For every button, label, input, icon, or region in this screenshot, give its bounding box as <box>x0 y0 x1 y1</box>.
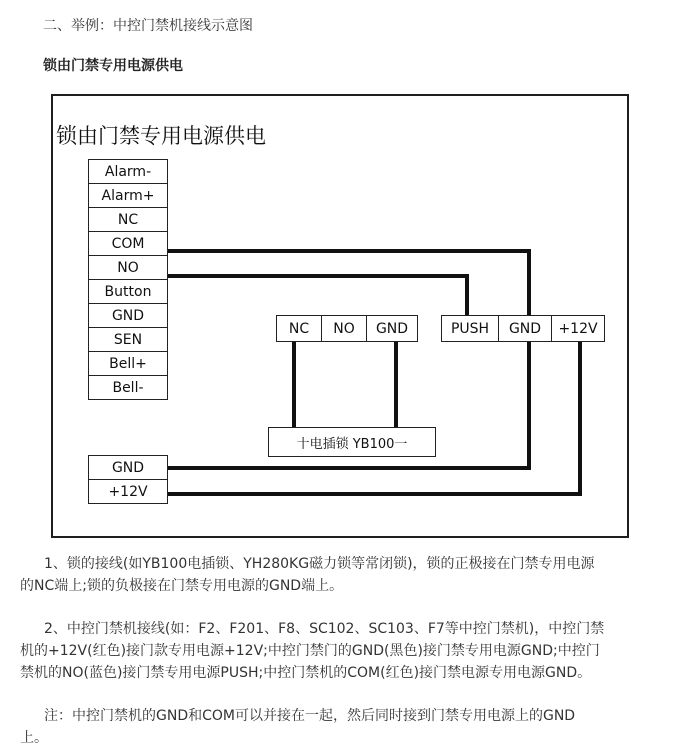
psu-terminal-block <box>441 315 605 342</box>
terminal-alarm-plus: Alarm+ <box>88 183 168 208</box>
paragraph-line: 禁机的NO(蓝色)接门禁专用电源PUSH;中控门禁机的COM(红色)接门禁电源专用电源GND。 <box>20 665 592 681</box>
terminal-bell-minus: Bell- <box>88 375 168 400</box>
psu-terminal-gnd: GND <box>498 315 552 342</box>
diagram-title: 锁由门禁专用电源供电 <box>56 124 266 148</box>
terminal-power-12v: +12V <box>88 479 168 504</box>
terminal-sen: SEN <box>88 327 168 352</box>
section-heading: 二、举例：中控门禁机接线示意图 <box>43 18 253 34</box>
terminal-alarm-minus: Alarm- <box>88 159 168 184</box>
psu-terminal-12v: +12V <box>551 315 605 342</box>
wire-no-to-push <box>166 276 467 315</box>
terminal-com: COM <box>88 231 168 256</box>
psu-terminal-push: PUSH <box>441 315 499 342</box>
diagram-subheading: 锁由门禁专用电源供电 <box>43 58 183 74</box>
terminal-power-gnd: GND <box>88 455 168 480</box>
lock-terminal-nc: NC <box>276 315 322 342</box>
wire-power-12v <box>166 342 580 494</box>
paragraph-lock-wiring <box>20 553 668 597</box>
terminal-nc: NC <box>88 207 168 232</box>
terminal-gnd: GND <box>88 303 168 328</box>
paragraph-line: 上。 <box>20 730 48 746</box>
paragraph-line: 1、锁的接线(如YB100电插锁、YH280KG磁力锁等常闭锁)，锁的正极接在门禁专用电源 <box>44 556 595 572</box>
lock-terminal-gnd: GND <box>366 315 418 342</box>
controller-terminal-block <box>88 159 168 400</box>
paragraph-line: 注：中控门禁机的GND和COM可以并接在一起，然后同时接到门禁专用电源上的GND <box>44 708 576 724</box>
terminal-button: Button <box>88 279 168 304</box>
paragraph-line: 2、中控门禁机接线(如：F2、F201、F8、SC102、SC103、F7等中控门禁机)，中控门禁 <box>44 621 605 637</box>
lock-terminal-block <box>276 315 418 342</box>
lock-terminal-no: NO <box>321 315 367 342</box>
paragraph-controller-wiring <box>20 618 668 684</box>
paragraph-note <box>20 705 668 749</box>
terminal-no: NO <box>88 255 168 280</box>
controller-power-terminal-block <box>88 455 168 504</box>
paragraph-line: 机的+12V(红色)接门款专用电源+12V;中控门禁门的GND(黑色)接门禁专用电源GND;中控门 <box>20 643 600 659</box>
terminal-bell-plus: Bell+ <box>88 351 168 376</box>
paragraph-line: 的NC端上;锁的负极接在门禁专用电源的GND端上。 <box>20 578 344 594</box>
electric-lock-label: 十电插锁 YB100一 <box>268 427 436 457</box>
